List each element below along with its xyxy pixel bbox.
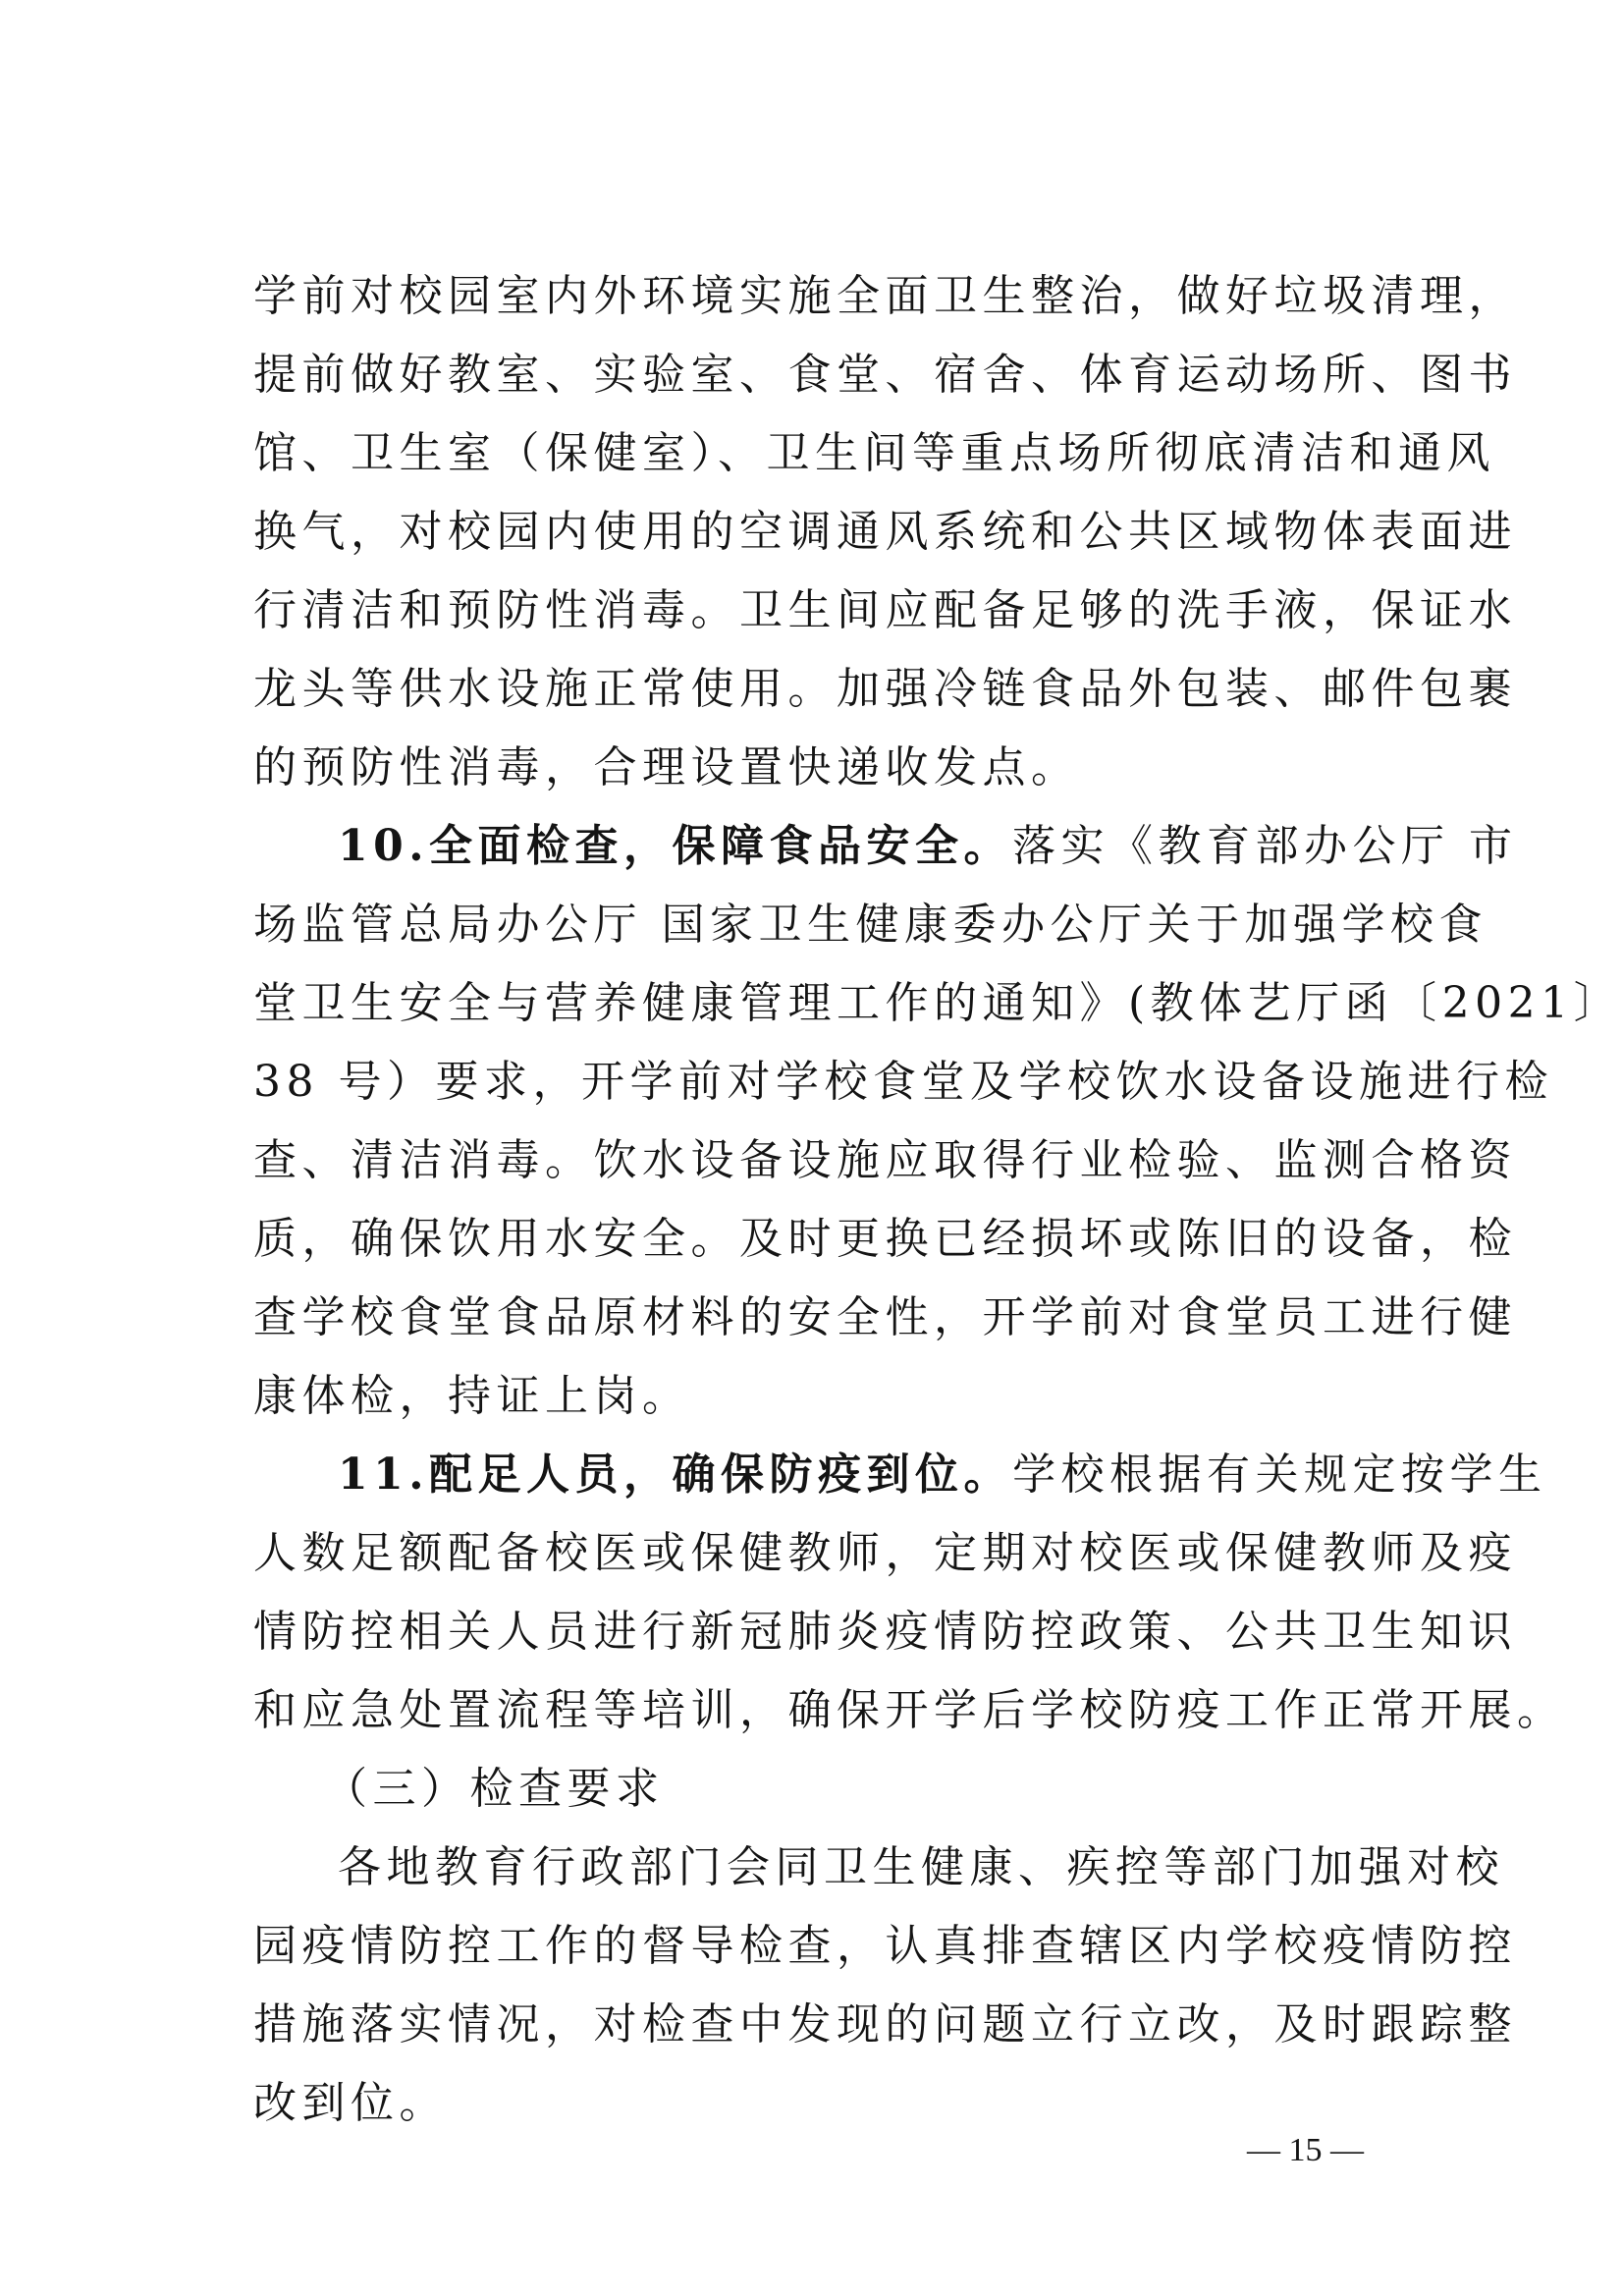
paragraph-line: 园疫情防控工作的督导检查，认真排查辖区内学校疫情防控: [253, 1921, 1517, 1971]
item-10-first-line: [338, 817, 1518, 876]
item-10-heading: 10.全面检查，保障食品安全。: [338, 821, 1013, 871]
paragraph-line: 查、清洁消毒。饮水设备设施应取得行业检验、监测合格资: [253, 1135, 1517, 1185]
paragraph-line: 人数足额配备校医或保健教师，定期对校医或保健教师及疫: [253, 1528, 1517, 1578]
paragraph-line: 龙头等供水设施正常使用。加强冷链食品外包装、邮件包裹: [253, 664, 1517, 714]
paragraph-line: 换气，对校园内使用的空调通风系统和公共区域物体表面进: [253, 507, 1517, 557]
paragraph-line: 学前对校园室内外环境实施全面卫生整治，做好垃圾清理，: [253, 271, 1517, 321]
paragraph-line: 质，确保饮用水安全。及时更换已经损坏或陈旧的设备，检: [253, 1214, 1517, 1264]
paragraph-line: 38 号）要求，开学前对学校食堂及学校饮水设备设施进行检: [253, 1057, 1553, 1107]
paragraph-line: 措施落实情况，对检查中发现的问题立行立改，及时跟踪整: [253, 1999, 1517, 2050]
paragraph-line: 的预防性消毒，合理设置快递收发点。: [253, 742, 1080, 793]
paragraph-line: 各地教育行政部门会同卫生健康、疾控等部门加强对校: [338, 1842, 1504, 1892]
paragraph-line: 康体检，持证上岗。: [253, 1371, 691, 1421]
item-10-text: 落实《教育部办公厅 市: [1012, 821, 1518, 871]
paragraph-line: 场监管总局办公厅 国家卫生健康委办公厅关于加强学校食: [253, 900, 1487, 950]
paragraph-line: 改到位。: [253, 2078, 448, 2128]
section-heading: （三）检查要求: [324, 1764, 665, 1814]
paragraph-line: 提前做好教室、实验室、食堂、宿舍、体育运动场所、图书: [253, 350, 1517, 400]
item-11-text: 学校根据有关规定按学生: [1012, 1449, 1547, 1500]
paragraph-line: 和应急处置流程等培训，确保开学后学校防疫工作正常开展。: [253, 1685, 1566, 1735]
paragraph-line: 堂卫生安全与营养健康管理工作的通知》(教体艺厅函〔2021〕: [253, 978, 1622, 1028]
item-11-heading: 11.配足人员，确保防疫到位。: [338, 1449, 1013, 1500]
page-number: — 15 —: [1247, 2132, 1364, 2168]
paragraph-line: 馆、卫生室（保健室）、卫生间等重点场所彻底清洁和通风: [253, 428, 1495, 478]
paragraph-line: 查学校食堂食品原材料的安全性，开学前对食堂员工进行健: [253, 1292, 1517, 1342]
paragraph-line: 行清洁和预防性消毒。卫生间应配备足够的洗手液，保证水: [253, 585, 1517, 635]
paragraph-line: 情防控相关人员进行新冠肺炎疫情防控政策、公共卫生知识: [253, 1607, 1517, 1657]
item-11-first-line: [338, 1446, 1547, 1504]
